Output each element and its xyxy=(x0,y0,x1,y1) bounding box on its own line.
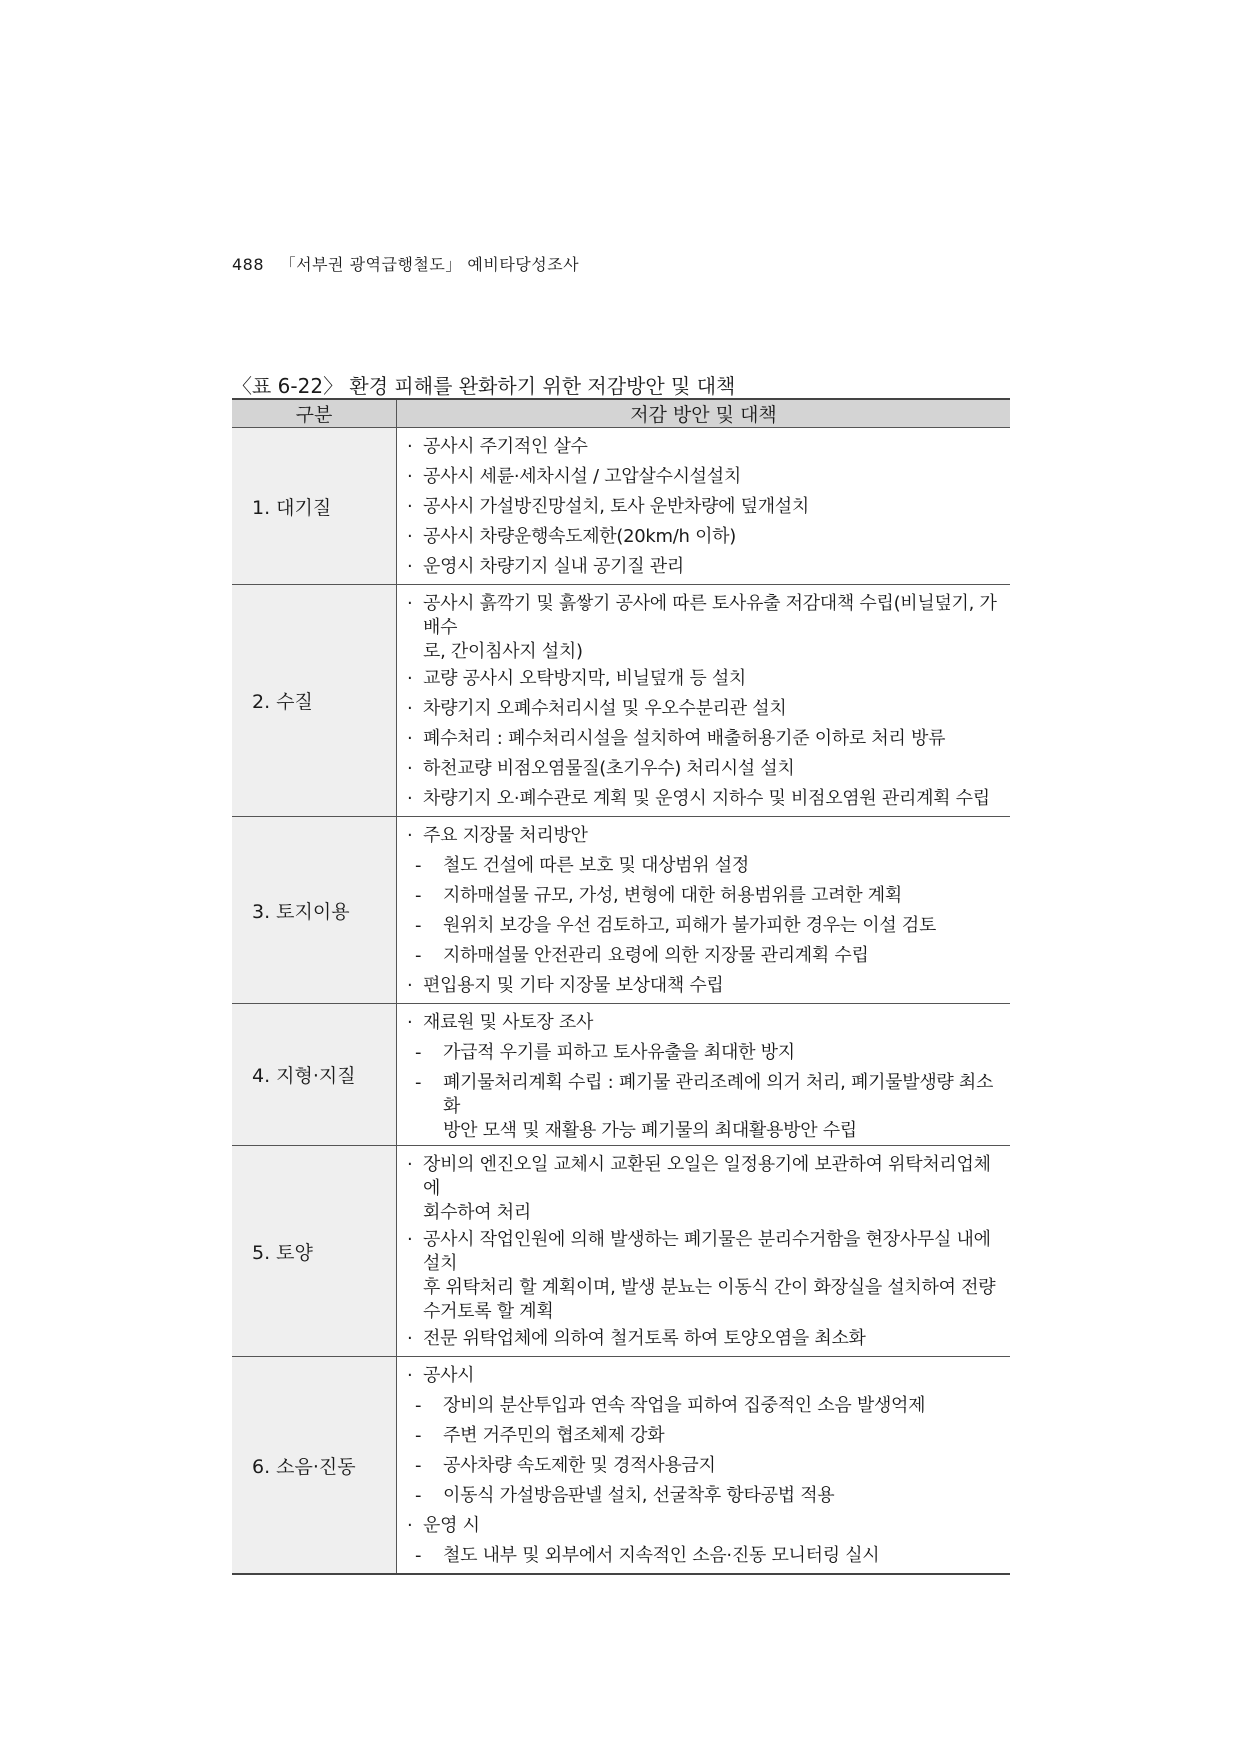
dash-marker: - xyxy=(415,915,422,936)
table-row xyxy=(232,585,1010,817)
bullet-item-line xyxy=(407,784,1004,814)
item-text: 철도 건설에 따른 보호 및 대상범위 설정 xyxy=(443,855,749,876)
row-measures xyxy=(397,428,1011,585)
bullet-marker: · xyxy=(407,496,413,517)
row-category: 3. 토지이용 xyxy=(232,817,397,1004)
item-text: 후 위탁처리 할 계획이며, 발생 분뇨는 이동식 간이 화장실을 설치하여 전량 xyxy=(423,1277,996,1298)
table-caption: 〈표 6-22〉 환경 피해를 완화하기 위한 저감방안 및 대책 xyxy=(232,374,736,398)
bullet-marker: · xyxy=(407,1012,413,1033)
item-text: 공사시 xyxy=(423,1365,475,1386)
dash-marker: - xyxy=(415,1545,422,1566)
bullet-item-line xyxy=(407,1201,1004,1225)
bullet-item-line xyxy=(407,492,1004,522)
bullet-item-line xyxy=(407,1300,1004,1324)
dash-marker: - xyxy=(415,855,422,876)
bullet-marker: · xyxy=(407,698,413,719)
item-text: 편입용지 및 기타 지장물 보상대책 수립 xyxy=(423,975,724,996)
bullet-marker: · xyxy=(407,825,413,846)
item-text: 회수하여 처리 xyxy=(423,1202,531,1223)
item-text: 장비의 분산투입과 연속 작업을 피하여 집중적인 소음 발생억제 xyxy=(443,1395,926,1416)
sub-item-line xyxy=(407,881,1004,911)
row-category: 1. 대기질 xyxy=(232,428,397,585)
item-text: 차량기지 오·폐수관로 계획 및 운영시 지하수 및 비점오염원 관리계획 수립 xyxy=(423,788,990,809)
sub-item-line xyxy=(407,1119,1004,1143)
item-text: 지하매설물 규모, 가성, 변형에 대한 허용범위를 고려한 계획 xyxy=(443,885,902,906)
item-text: 지하매설물 안전관리 요령에 의한 지장물 관리계획 수립 xyxy=(443,945,869,966)
bullet-item-line xyxy=(407,1008,1004,1038)
bullet-item-line xyxy=(407,522,1004,552)
bullet-marker: · xyxy=(407,593,413,614)
item-text: 공사시 차량운행속도제한(20km/h 이하) xyxy=(423,526,736,547)
sub-item-line xyxy=(407,1421,1004,1451)
item-text: 운영 시 xyxy=(423,1515,480,1536)
table-header-row xyxy=(232,399,1010,428)
dash-marker: - xyxy=(415,1455,422,1476)
item-text: 주요 지장물 처리방안 xyxy=(423,825,588,846)
bullet-item-line xyxy=(407,821,1004,851)
table-row xyxy=(232,817,1010,1004)
dash-marker: - xyxy=(415,1395,422,1416)
row-category: 6. 소음·진동 xyxy=(232,1357,397,1575)
sub-item-line xyxy=(407,1451,1004,1481)
bullet-item-line xyxy=(407,1276,1004,1300)
bullet-item-line xyxy=(407,589,1004,640)
row-measures xyxy=(397,1357,1011,1575)
bullet-item-line xyxy=(407,432,1004,462)
bullet-marker: · xyxy=(407,758,413,779)
bullet-item-line xyxy=(407,694,1004,724)
sub-item-line xyxy=(407,1541,1004,1571)
bullet-item-line xyxy=(407,1511,1004,1541)
item-text: 교량 공사시 오탁방지막, 비닐덮개 등 설치 xyxy=(423,668,747,689)
bullet-item-line xyxy=(407,1225,1004,1276)
sub-item-line xyxy=(407,1391,1004,1421)
row-measures xyxy=(397,1004,1011,1146)
item-text: 장비의 엔진오일 교체시 교환된 오일은 일정용기에 보관하여 위탁처리업체에 xyxy=(423,1154,991,1199)
item-text: 철도 내부 및 외부에서 지속적인 소음·진동 모니터링 실시 xyxy=(443,1545,880,1566)
item-text: 이동식 가설방음판넬 설치, 선굴착후 항타공법 적용 xyxy=(443,1485,835,1506)
bullet-marker: · xyxy=(407,556,413,577)
bullet-marker: · xyxy=(407,668,413,689)
row-measures xyxy=(397,817,1011,1004)
item-text: 수거토록 할 계획 xyxy=(423,1301,554,1322)
mitigation-table xyxy=(232,398,1010,1575)
item-text: 차량기지 오폐수처리시설 및 우오수분리관 설치 xyxy=(423,698,787,719)
running-header xyxy=(232,252,579,275)
bullet-marker: · xyxy=(407,526,413,547)
sub-item-line xyxy=(407,1481,1004,1511)
running-title: 「서부권 광역급행철도」 예비타당성조사 xyxy=(279,255,580,274)
column-header-category: 구분 xyxy=(232,399,397,428)
bullet-marker: · xyxy=(407,788,413,809)
row-measures xyxy=(397,1146,1011,1357)
item-text: 주변 거주민의 협조체제 강화 xyxy=(443,1425,665,1446)
row-category: 5. 토양 xyxy=(232,1146,397,1357)
page-number: 488 xyxy=(232,255,265,274)
item-text: 로, 간이침사지 설치) xyxy=(423,641,583,662)
bullet-marker: · xyxy=(407,1154,413,1175)
bullet-item-line xyxy=(407,724,1004,754)
item-text: 공사시 흙깍기 및 흙쌓기 공사에 따른 토사유출 저감대책 수립(비닐덮기, 가배수 xyxy=(423,593,997,638)
sub-item-line xyxy=(407,1038,1004,1068)
bullet-marker: · xyxy=(407,1328,413,1349)
sub-item-line xyxy=(407,941,1004,971)
item-text: 공사시 주기적인 살수 xyxy=(423,436,588,457)
sub-item-line xyxy=(407,851,1004,881)
table-row xyxy=(232,1357,1010,1575)
dash-marker: - xyxy=(415,885,422,906)
bullet-marker: · xyxy=(407,975,413,996)
bullet-marker: · xyxy=(407,1229,413,1250)
dash-marker: - xyxy=(415,1042,422,1063)
bullet-item-line xyxy=(407,1324,1004,1354)
bullet-marker: · xyxy=(407,466,413,487)
row-category: 2. 수질 xyxy=(232,585,397,817)
row-category: 4. 지형·지질 xyxy=(232,1004,397,1146)
bullet-item-line xyxy=(407,552,1004,582)
table-row xyxy=(232,1146,1010,1357)
table-body xyxy=(232,428,1010,1575)
item-text: 재료원 및 사토장 조사 xyxy=(423,1012,594,1033)
column-header-measures: 저감 방안 및 대책 xyxy=(397,399,1011,428)
item-text: 폐수처리 : 폐수처리시설을 설치하여 배출허용기준 이하로 처리 방류 xyxy=(423,728,946,749)
dash-marker: - xyxy=(415,1425,422,1446)
bullet-item-line xyxy=(407,640,1004,664)
bullet-item-line xyxy=(407,462,1004,492)
bullet-item-line xyxy=(407,754,1004,784)
item-text: 하천교량 비점오염물질(초기우수) 처리시설 설치 xyxy=(423,758,795,779)
item-text: 폐기물처리계획 수립 : 폐기물 관리조례에 의거 처리, 폐기물발생량 최소화 xyxy=(443,1072,994,1117)
bullet-item-line xyxy=(407,1361,1004,1391)
table-row xyxy=(232,1004,1010,1146)
item-text: 공사시 가설방진망설치, 토사 운반차량에 덮개설치 xyxy=(423,496,809,517)
dash-marker: - xyxy=(415,1485,422,1506)
item-text: 공사시 작업인원에 의해 발생하는 폐기물은 분리수거함을 현장사무실 내에 설치 xyxy=(423,1229,991,1274)
table-row xyxy=(232,428,1010,585)
row-measures xyxy=(397,585,1011,817)
bullet-item-line xyxy=(407,971,1004,1001)
bullet-marker: · xyxy=(407,728,413,749)
item-text: 가급적 우기를 피하고 토사유출을 최대한 방지 xyxy=(443,1042,795,1063)
item-text: 원위치 보강을 우선 검토하고, 피해가 불가피한 경우는 이설 검토 xyxy=(443,915,937,936)
dash-marker: - xyxy=(415,945,422,966)
item-text: 공사차량 속도제한 및 경적사용금지 xyxy=(443,1455,716,1476)
bullet-marker: · xyxy=(407,1515,413,1536)
sub-item-line xyxy=(407,1068,1004,1119)
item-text: 공사시 세륜·세차시설 / 고압살수시설설치 xyxy=(423,466,741,487)
item-text: 운영시 차량기지 실내 공기질 관리 xyxy=(423,556,684,577)
bullet-item-line xyxy=(407,664,1004,694)
bullet-marker: · xyxy=(407,1365,413,1386)
bullet-marker: · xyxy=(407,436,413,457)
bullet-item-line xyxy=(407,1150,1004,1201)
sub-item-line xyxy=(407,911,1004,941)
dash-marker: - xyxy=(415,1072,422,1093)
item-text: 방안 모색 및 재활용 가능 폐기물의 최대활용방안 수립 xyxy=(443,1120,857,1141)
item-text: 전문 위탁업체에 의하여 철거토록 하여 토양오염을 최소화 xyxy=(423,1328,866,1349)
